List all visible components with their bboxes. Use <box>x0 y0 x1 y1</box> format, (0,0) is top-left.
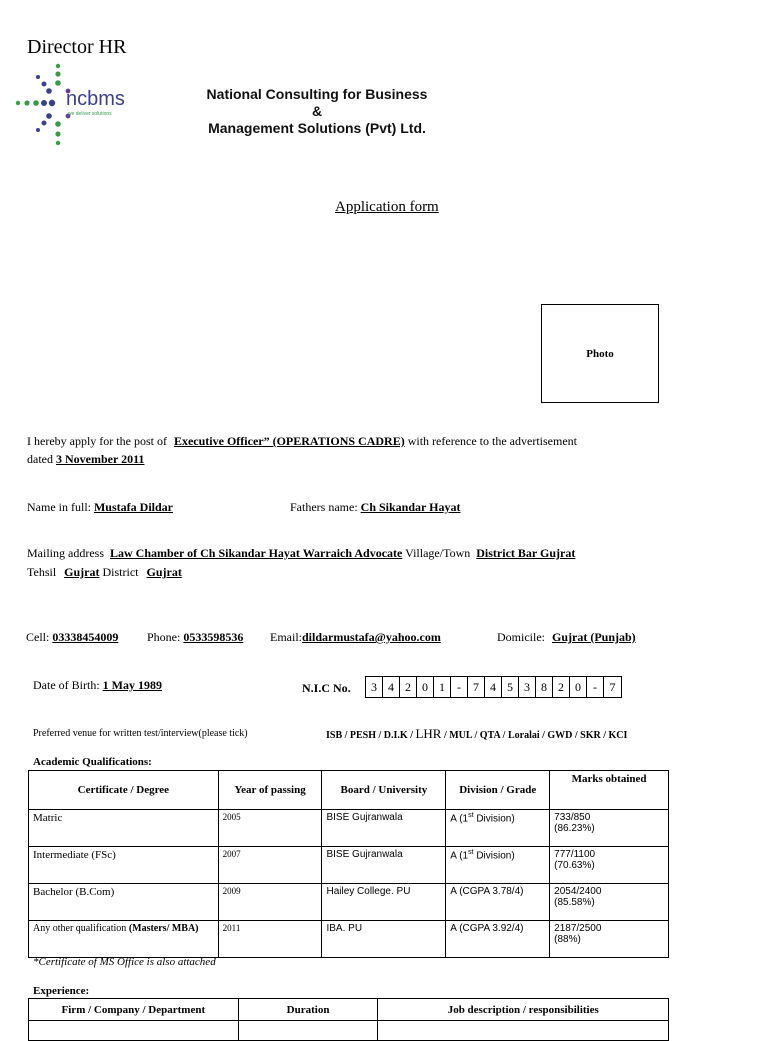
cell-value[interactable]: 03338454009 <box>52 630 119 644</box>
phone-field <box>147 630 243 645</box>
phone-value[interactable]: 0533598536 <box>183 630 244 644</box>
cell-board: IBA. PU <box>322 921 446 958</box>
domicile-label: Domicile: <box>497 630 545 644</box>
cell-board: BISE Gujranwala <box>322 847 446 884</box>
post-applied: Executive Officer” (OPERATIONS CADRE) <box>173 434 405 448</box>
domicile-field <box>497 630 636 645</box>
venue-label: Preferred venue for written test/interview(please tick) <box>33 728 248 739</box>
cell-year: 2005 <box>218 810 322 847</box>
cell-grade: A (1st Division) <box>446 810 550 847</box>
address-label: Mailing address <box>27 546 104 560</box>
academic-table <box>28 770 669 958</box>
dob-label: Date of Birth: <box>33 678 100 692</box>
experience-table <box>28 998 669 1041</box>
venue-options[interactable] <box>326 726 627 742</box>
dob-value[interactable]: 1 May 1989 <box>102 678 162 692</box>
nic-digit-box[interactable]: 4 <box>383 677 400 697</box>
address-line <box>27 546 575 561</box>
document-title: Director HR <box>27 36 127 58</box>
nic-digit-box[interactable]: 8 <box>536 677 553 697</box>
village-label: Village/Town <box>405 546 471 560</box>
table-row[interactable] <box>29 884 669 921</box>
venue-options-pre: ISB / PESH / D.I.K / <box>326 730 413 741</box>
email-field <box>270 630 441 645</box>
col-marks: Marks obtained <box>550 771 669 810</box>
dated-label: dated <box>27 452 53 466</box>
cell-board: BISE Gujranwala <box>322 810 446 847</box>
marks-percent: (85.58%) <box>554 897 595 908</box>
cell-year: 2011 <box>218 921 322 958</box>
cell-year: 2009 <box>218 884 322 921</box>
logo-brand: ncbms <box>66 88 125 110</box>
advertisement-date: 3 November 2011 <box>56 452 145 466</box>
district-value[interactable]: Gujrat <box>146 565 182 579</box>
father-name-value[interactable]: Ch Sikandar Hayat <box>360 500 461 514</box>
cell-certificate: Intermediate (FSc) <box>29 847 219 884</box>
ncbms-logo <box>14 62 144 152</box>
application-date-line <box>27 452 144 467</box>
cell-marks <box>550 847 669 884</box>
nic-digit-box[interactable]: - <box>587 677 604 697</box>
nic-digit-box[interactable]: - <box>451 677 468 697</box>
photo-label: Photo <box>586 347 614 360</box>
cell-marks <box>550 921 669 958</box>
venue-options-post: / MUL / QTA / Loralai / GWD / SKR / KCI <box>443 730 628 741</box>
cell-certificate: Matric <box>29 810 219 847</box>
nic-digit-box[interactable]: 5 <box>502 677 519 697</box>
table-row[interactable] <box>29 921 669 958</box>
col-firm: Firm / Company / Department <box>29 999 239 1021</box>
address-value[interactable]: Law Chamber of Ch Sikandar Hayat Warraich Advocate <box>110 546 403 560</box>
cell-certificate: Bachelor (B.Com) <box>29 884 219 921</box>
ms-office-note: *Certificate of MS Office is also attached <box>33 956 216 968</box>
academic-header-row <box>29 771 669 810</box>
nic-digit-box[interactable]: 0 <box>570 677 587 697</box>
logo-dots-icon <box>14 62 74 152</box>
company-name <box>142 86 492 137</box>
marks-score: 733/850 <box>554 812 591 823</box>
table-row[interactable] <box>29 847 669 884</box>
photo-box <box>541 304 659 403</box>
phone-label: Phone: <box>147 630 181 644</box>
cell-certificate <box>29 921 219 958</box>
academic-heading: Academic Qualifications: <box>33 756 152 768</box>
email-label: Email: <box>270 630 302 644</box>
nic-digit-box[interactable]: 1 <box>434 677 451 697</box>
nic-digit-box[interactable]: 4 <box>485 677 502 697</box>
nic-digit-box[interactable]: 0 <box>417 677 434 697</box>
cell-board: Hailey College. PU <box>322 884 446 921</box>
nic-digit-box[interactable]: 7 <box>609 679 616 694</box>
cell-marks <box>550 884 669 921</box>
nic-digit-box[interactable]: 3 <box>366 677 383 697</box>
table-row[interactable] <box>29 810 669 847</box>
form-title: Application form <box>335 199 439 215</box>
domicile-value[interactable]: Gujrat (Punjab) <box>552 630 636 644</box>
company-line-2: Management Solutions (Pvt) Ltd. <box>208 120 426 136</box>
nic-label: N.I.C No. <box>302 681 351 695</box>
apply-prefix: I hereby apply for the post of <box>27 434 167 448</box>
col-year: Year of passing <box>218 771 322 810</box>
nic-digit-box[interactable]: 2 <box>553 677 570 697</box>
marks-percent: (70.63%) <box>554 860 595 871</box>
col-certificate: Certificate / Degree <box>29 771 219 810</box>
marks-score: 777/1100 <box>554 849 596 860</box>
village-value[interactable]: District Bar Gujrat <box>476 546 576 560</box>
email-value[interactable]: dildarmustafa@yahoo.com <box>302 630 441 644</box>
cell-marks <box>550 810 669 847</box>
cell-grade: A (CGPA 3.78/4) <box>446 884 550 921</box>
tehsil-value[interactable]: Gujrat <box>64 565 100 579</box>
marks-percent: (88%) <box>554 934 581 945</box>
logo-tagline: we deliver solutions <box>68 111 112 117</box>
cell-field <box>26 630 118 645</box>
tehsil-line <box>27 565 182 580</box>
nic-digit-box[interactable]: 2 <box>400 677 417 697</box>
cell-label: Cell: <box>26 630 50 644</box>
venue-selected-lhr[interactable]: LHR <box>415 726 442 741</box>
nic-boxes[interactable] <box>365 676 622 698</box>
name-line <box>27 500 173 515</box>
dob-field <box>33 678 162 693</box>
marks-score: 2187/2500 <box>554 923 602 934</box>
experience-heading: Experience: <box>33 985 90 997</box>
experience-header-row <box>29 999 669 1021</box>
company-line-1: National Consulting for Business <box>206 86 428 102</box>
nic-digit-box[interactable]: 7 <box>468 677 485 697</box>
district-label: District <box>102 565 139 579</box>
apply-suffix: with reference to the advertisement <box>407 434 577 448</box>
col-board: Board / University <box>322 771 446 810</box>
cell-grade: A (CGPA 3.92/4) <box>446 921 550 958</box>
col-job-description: Job description / responsibilities <box>378 999 669 1021</box>
col-grade: Division / Grade <box>446 771 550 810</box>
application-statement <box>27 434 577 449</box>
father-name-label: Fathers name: <box>290 500 358 514</box>
cell-year: 2007 <box>218 847 322 884</box>
cell-grade: A (1st Division) <box>446 847 550 884</box>
father-name-line <box>290 500 460 515</box>
nic-digit-box[interactable]: 3 <box>519 677 536 697</box>
cert-text: Any other qualification <box>33 923 127 934</box>
col-duration: Duration <box>238 999 378 1021</box>
company-ampersand: & <box>311 103 323 119</box>
tehsil-label: Tehsil <box>27 565 57 579</box>
marks-score: 2054/2400 <box>554 886 602 897</box>
cert-bold-text: (Masters/ MBA) <box>128 923 199 934</box>
marks-percent: (86.23%) <box>554 823 595 834</box>
name-value[interactable]: Mustafa Dildar <box>93 500 173 514</box>
name-label: Name in full: <box>27 500 91 514</box>
